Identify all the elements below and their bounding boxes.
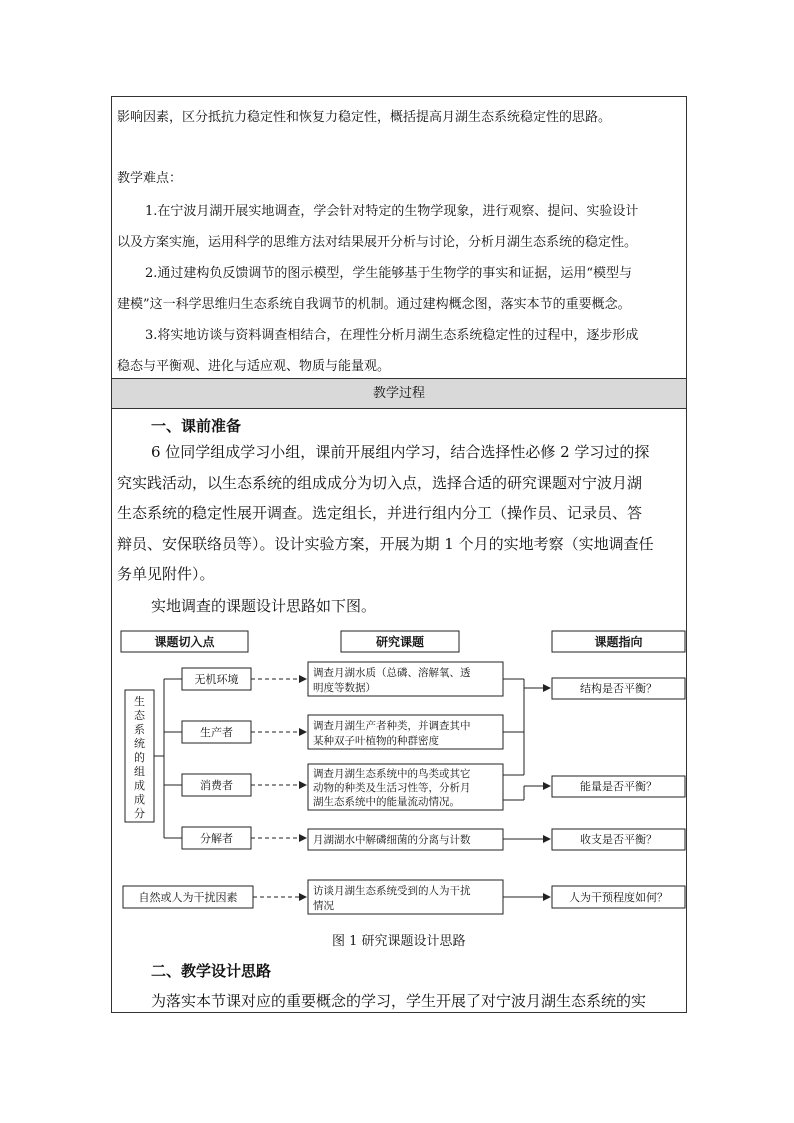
- comp-producer: 生产者: [200, 726, 233, 739]
- topic3-line3: 湖生态系统中的能量流动情况。: [313, 796, 460, 808]
- difficulty-2-line1: 2.通过建构负反馈调节的图示模型，学生能够基于生物学的事实和证据，运用“模型与: [145, 266, 633, 281]
- topic3-line1: 调查月湖生态系统中的鸟类或其它: [313, 768, 471, 780]
- side-label-char: 统: [134, 737, 145, 750]
- section1-line2: 究实践活动，以生态系统的组成成分为切入点，选择合适的研究课题对宁波月湖: [117, 474, 643, 492]
- section2-heading: 二、教学设计思路: [151, 962, 272, 980]
- comp-consumer: 消费者: [200, 779, 233, 792]
- section2-line1: 为落实本节课对应的重要概念的学习，学生开展了对宁波月湖生态系统的实: [151, 992, 647, 1010]
- section1-line4: 辩员、安保联络员等）。设计实验方案，开展为期 1 个月的实地考察（实地调查任: [117, 535, 654, 553]
- direction1: 结构是否平衡？: [580, 682, 657, 695]
- topic5-line1: 访谈月湖生态系统受到的人为干扰: [313, 885, 471, 897]
- side-label-char: 分: [134, 807, 145, 820]
- topic1-line2: 明度等数据）: [313, 682, 376, 694]
- difficulty-3-line1: 3.将实地访谈与资料调查相结合，在理性分析月湖生态系统稳定性的过程中，逐步形成: [145, 328, 639, 343]
- difficulty-3-line2: 稳态与平衡观、进化与适应观、物质与能量观。: [117, 359, 391, 374]
- section1-line5: 务单见附件）。: [117, 565, 215, 583]
- side-label-char: 组: [134, 765, 145, 778]
- side-label-char: 成: [134, 779, 145, 792]
- section1-line6: 实地调查的课题设计思路如下图。: [151, 597, 377, 615]
- section1-line3: 生态系统的稳定性展开调查。选定组长，并进行组内分工（操作员、记录员、答: [117, 504, 643, 522]
- topic1-line1: 调查月湖水质（总磷、溶解氧、透: [313, 667, 471, 679]
- difficulties-heading: 教学难点：: [117, 171, 183, 186]
- header-entry: 课题切入点: [154, 635, 215, 649]
- section1-line1: 6 位同学组成学习小组，课前开展组内学习，结合选择性必修 2 学习过的探: [151, 443, 650, 461]
- objectives-tail: 影响因素，区分抵抗力稳定性和恢复力稳定性，概括提高月湖生态系统稳定性的思路。: [117, 110, 612, 125]
- side-label-char: 生: [134, 695, 145, 708]
- comp-decomposer: 分解者: [200, 832, 233, 845]
- header-direction: 课题指向: [594, 635, 643, 649]
- difficulty-1-line1: 1.在宁波月湖开展实地调查，学会针对特定的生物学现象，进行观察、提问、实验设计: [145, 204, 639, 219]
- process-banner: 教学过程: [112, 378, 686, 409]
- topic3-line2: 动物的种类及生活习性等，分析月: [313, 782, 471, 794]
- topic4-text: 月湖湖水中解磷细菌的分离与计数: [313, 834, 471, 846]
- figure-caption: 图 1 研究课题设计思路: [332, 934, 466, 949]
- topic2-line2: 某种双子叶植物的种群密度: [313, 735, 439, 747]
- topic5-line2: 情况: [313, 900, 334, 912]
- difficulty-1-line2: 以及方案实施，运用科学的思维方法对结果展开分析与讨论，分析月湖生态系统的稳定性。: [117, 235, 638, 250]
- direction4: 人为干预程度如何？: [569, 891, 668, 904]
- side-label-char: 态: [134, 709, 145, 722]
- side-label-char: 的: [134, 751, 145, 764]
- factor-text: 自然或人为干扰因素: [138, 891, 238, 904]
- direction2: 能量是否平衡？: [580, 780, 657, 793]
- comp-abiotic: 无机环境: [194, 673, 239, 686]
- difficulty-2-line2: 建模”这一科学思维归生态系统自我调节的机制。通过建构概念图，落实本节的重要概念。: [117, 297, 631, 312]
- side-label: [134, 694, 146, 820]
- direction3: 收支是否平衡？: [580, 833, 657, 846]
- side-label-char: 成: [134, 793, 145, 806]
- section1-heading: 一、课前准备: [151, 417, 242, 435]
- header-topic: 研究课题: [375, 635, 425, 649]
- topic2-line1: 调查月湖生产者种类，并调查其中: [313, 720, 471, 732]
- side-label-char: 系: [134, 723, 145, 736]
